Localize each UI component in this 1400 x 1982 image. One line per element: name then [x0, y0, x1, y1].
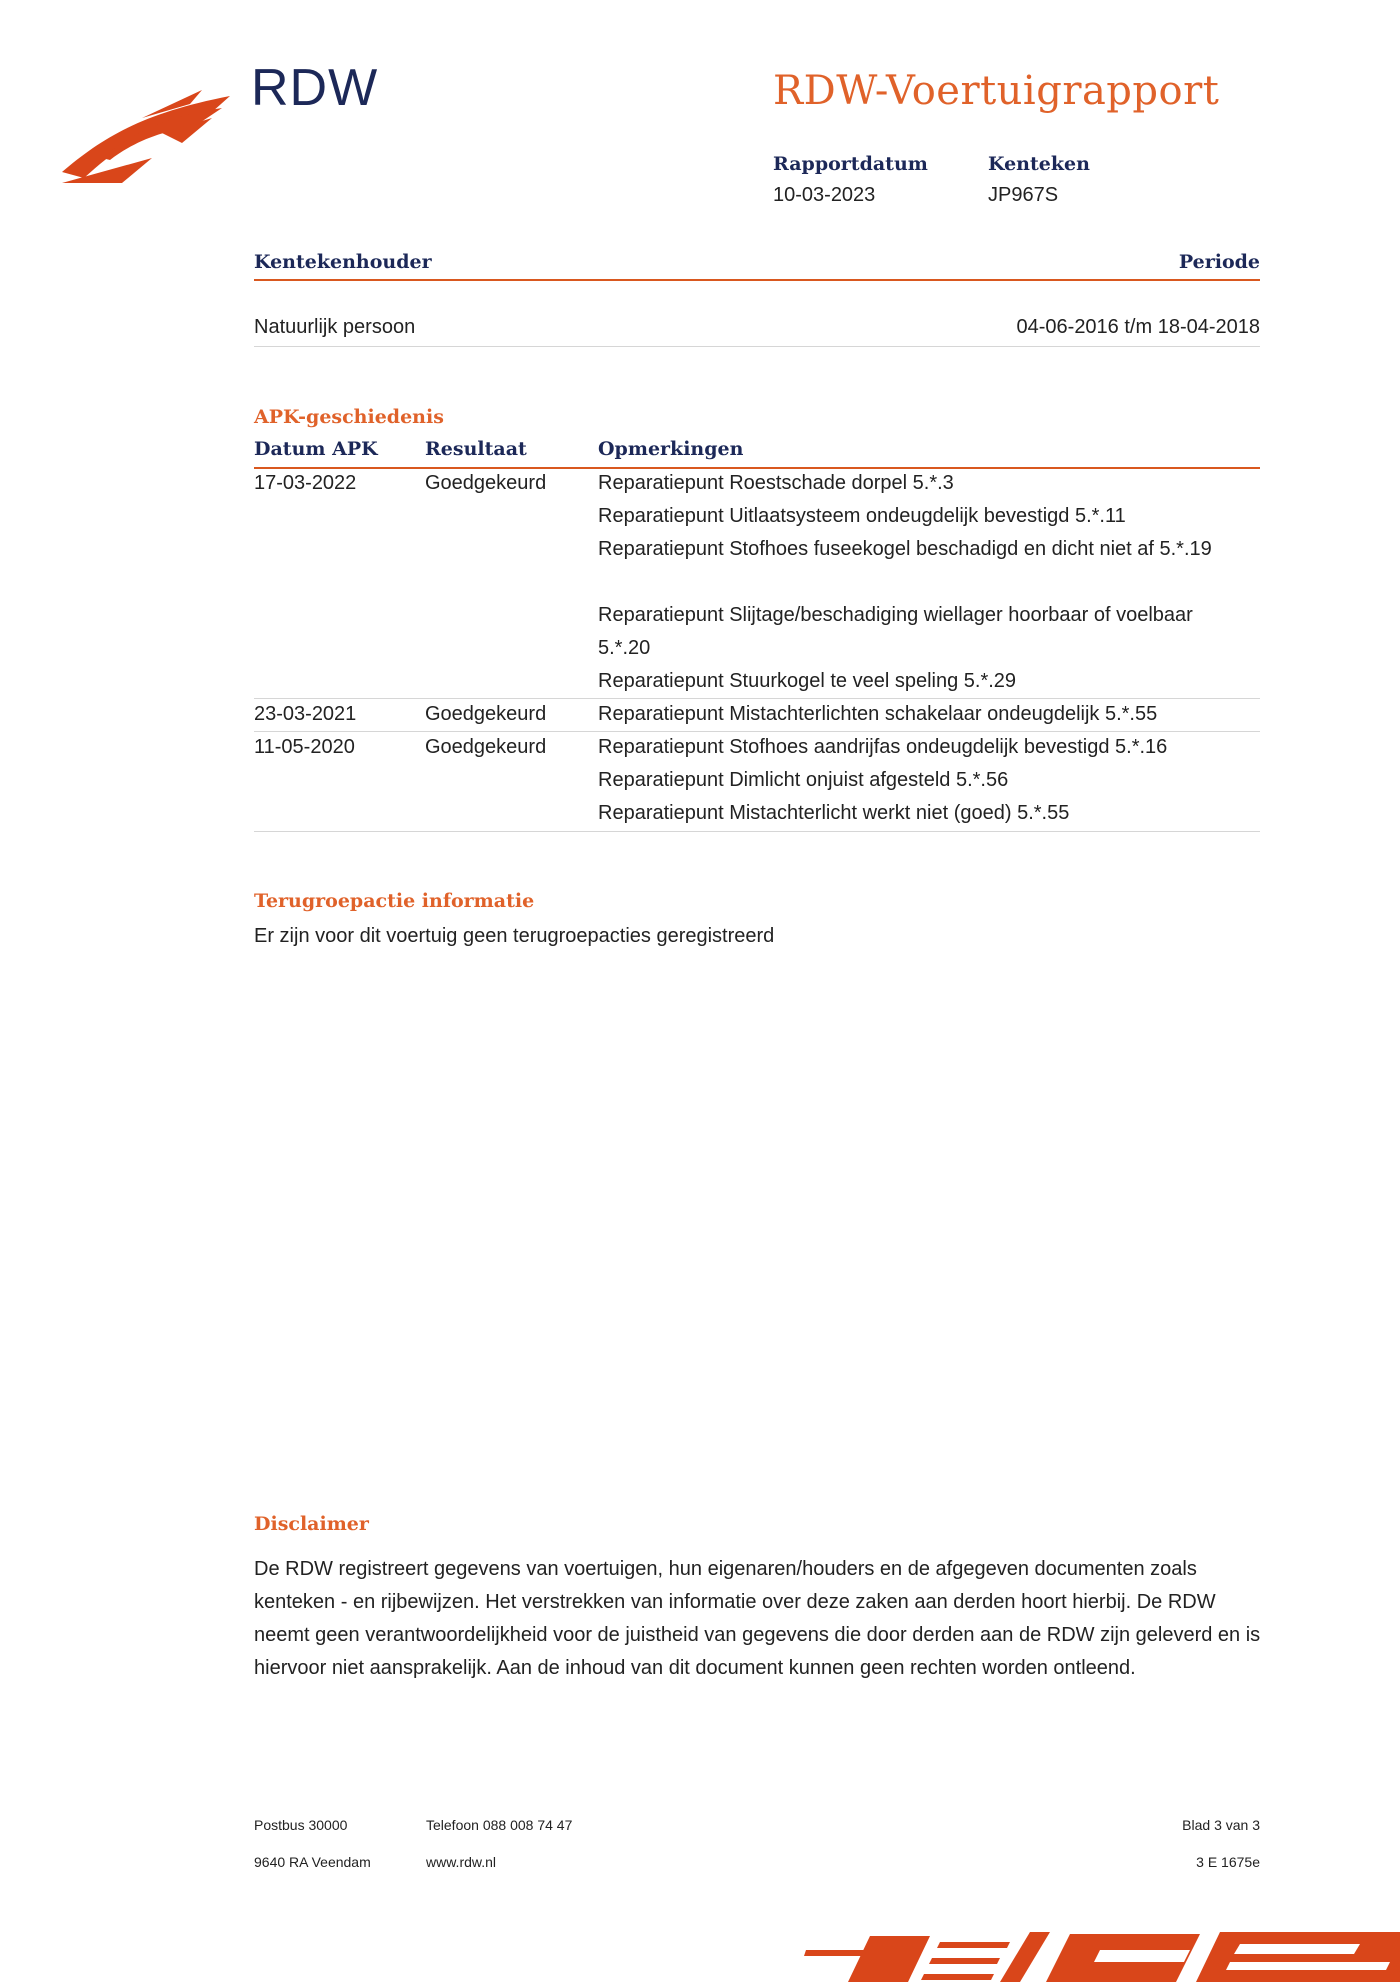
period-value: 04-06-2016 t/m 18-04-2018 [1016, 316, 1260, 338]
period-label: Periode [1178, 251, 1260, 273]
apk-remark: Reparatiepunt Uitlaatsysteem ondeugdelijk bevestigd 5.*.11 [598, 505, 1126, 527]
apk-remark: Reparatiepunt Mistachterlichten schakelaar ondeugdelijk 5.*.55 [598, 703, 1158, 725]
rdw-logo-wing-icon [62, 88, 232, 183]
footer-postbus: Postbus 30000 [254, 1817, 348, 1833]
apk-result: Goedgekeurd [425, 472, 547, 494]
plate-label: Kenteken [988, 153, 1090, 175]
footer-city: 9640 RA Veendam [254, 1854, 371, 1870]
holder-bottom-divider [254, 346, 1260, 347]
apk-remark: Reparatiepunt Slijtage/beschadiging wiellager hoorbaar of voelbaar 5.*.20 [598, 604, 1193, 659]
apk-col-remarks-header: Opmerkingen [598, 438, 744, 460]
footer-page: Blad 3 van 3 [1182, 1817, 1260, 1833]
apk-remark: Reparatiepunt Roestschade dorpel 5.*.3 [598, 472, 954, 494]
plate-value: JP967S [988, 184, 1059, 206]
recall-text: Er zijn voor dit voertuig geen terugroepacties geregistreerd [254, 925, 775, 947]
apk-remark: Reparatiepunt Stofhoes fuseekogel beschadigd en dicht niet af 5.*.19 [598, 538, 1212, 560]
apk-remark: Reparatiepunt Dimlicht onjuist afgesteld 5.*.56 [598, 769, 1009, 791]
apk-result: Goedgekeurd [425, 736, 547, 758]
apk-result: Goedgekeurd [425, 703, 547, 725]
recall-section-title: Terugroepactie informatie [254, 890, 535, 912]
report-title: RDW-Voertuigrapport [773, 68, 1220, 114]
footer-website[interactable]: www.rdw.nl [426, 1854, 497, 1870]
logo-text: RDW [251, 59, 379, 117]
report-date-value: 10-03-2023 [773, 184, 876, 206]
report-date-label: Rapportdatum [773, 153, 928, 175]
apk-col-result-header: Resultaat [425, 438, 527, 460]
apk-date: 23-03-2021 [254, 703, 357, 725]
footer-phone: Telefoon 088 008 74 47 [426, 1817, 573, 1833]
apk-remark: Reparatiepunt Stofhoes aandrijfas ondeugdelijk bevestigd 5.*.16 [598, 736, 1168, 758]
apk-remark: Reparatiepunt Stuurkogel te veel speling 5.*.29 [598, 670, 1017, 692]
apk-date: 17-03-2022 [254, 472, 357, 494]
holder-value: Natuurlijk persoon [254, 316, 416, 338]
holder-label: Kentekenhouder [254, 251, 432, 273]
disclaimer-title: Disclaimer [254, 1513, 369, 1535]
apk-section-title: APK-geschiedenis [254, 406, 444, 428]
apk-remark: Reparatiepunt Mistachterlicht werkt niet (goed) 5.*.55 [598, 802, 1070, 824]
disclaimer-text: De RDW registreert gegevens van voertuigen, hun eigenaren/houders en de afgegeven documenten zoals kenteken - en rijbewijzen. Het verstrekken van informatie over deze zaken aan derden hoort hierbij. De RDW neemt geen verantwoordelijkheid voor de juistheid van gegevens die door derden aan de RDW zijn geleverd en is hiervoor niet aansprakelijk. Aan de inhoud van dit document kunnen geen rechten worden ontleend. [254, 1558, 1261, 1679]
footer-code: 3 E 1675e [1196, 1854, 1260, 1870]
apk-col-date-header: Datum APK [254, 438, 378, 460]
apk-table-bottom-divider [254, 831, 1260, 832]
apk-date: 11-05-2020 [254, 736, 355, 758]
holder-divider [254, 279, 1260, 281]
rdw-stripes-decoration [800, 1928, 1400, 1982]
